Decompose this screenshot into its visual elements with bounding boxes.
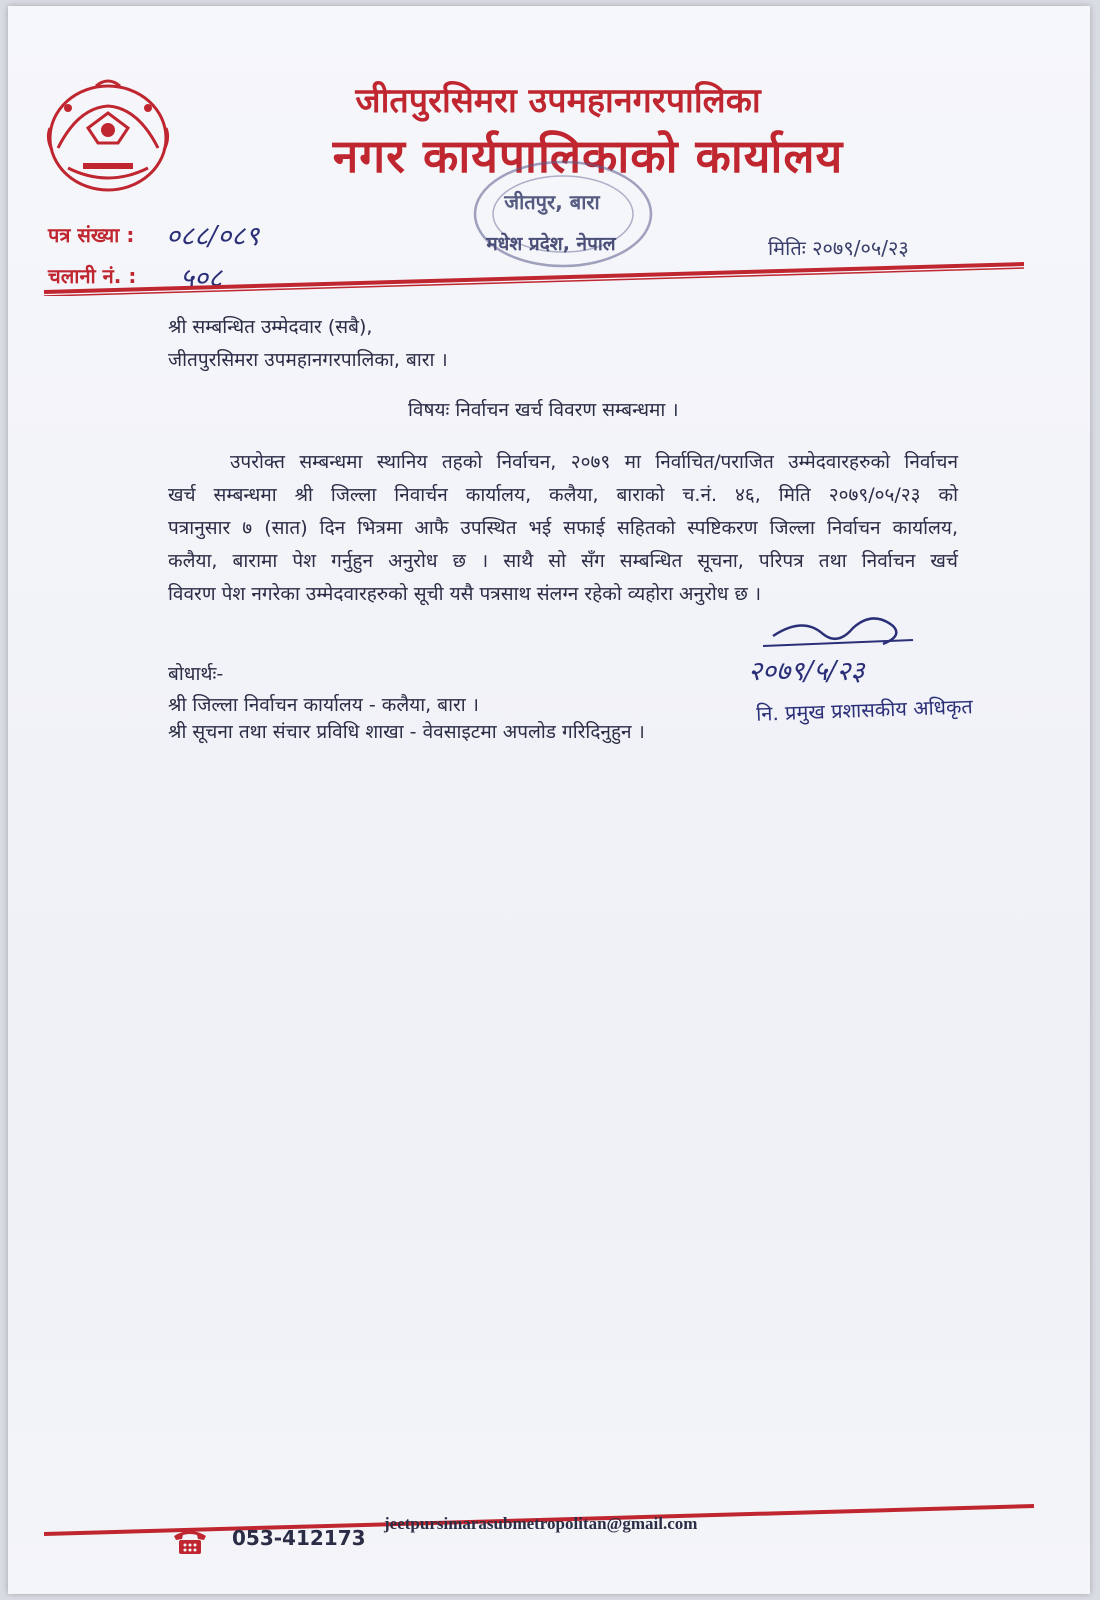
cc-item: श्री सूचना तथा संचार प्रविधि शाखा - वेवसाइटमा अपलोड गरिदिनुहुन । bbox=[168, 721, 645, 743]
letter-number-value: ०८८/०८९ bbox=[166, 221, 260, 252]
letter-page bbox=[8, 6, 1090, 1594]
body-line: उपरोक्त सम्बन्धमा स्थानिय तहको निर्वाचन, २०७९ मा निर्वाचित/पराजित उम्मेदवारहरुको निर्वाचन bbox=[230, 451, 958, 473]
province-line: मधेश प्रदेश, नेपाल bbox=[486, 233, 616, 255]
recipient-line-1: श्री सम्बन्धित उम्मेदवार (सबै), bbox=[168, 316, 373, 338]
header-divider bbox=[44, 262, 1024, 296]
dispatch-number-label: चलानी नं. : bbox=[48, 264, 137, 288]
nepal-emblem-icon bbox=[38, 68, 178, 198]
signature-date: २०७९/५/२३ bbox=[748, 656, 865, 687]
cc-title: बोधार्थः- bbox=[168, 663, 224, 685]
body-line: कलैया, बारामा पेश गर्नुहुन अनुरोध छ । साथै सो सँग सम्बन्धित सूचना, परिपत्र तथा निर्वाचन खर्च bbox=[168, 550, 958, 572]
letter-subject: विषयः निर्वाचन खर्च विवरण सम्बन्धमा । bbox=[408, 399, 679, 421]
recipient-line-2: जीतपुरसिमरा उपमहानगरपालिका, बारा । bbox=[168, 349, 448, 371]
dispatch-number-value: ५०८ bbox=[180, 263, 223, 294]
email-address: jeetpursimarasubmetropolitan@gmail.com bbox=[384, 1514, 698, 1533]
letter-date: मितिः २०७९/०५/२३ bbox=[768, 236, 909, 260]
stamp-city: जीतपुर, बारा bbox=[504, 190, 600, 214]
body-line: विवरण पेश नगरेका उम्मेदवारहरुको सूची यसै पत्रसाथ संलग्न रहेको व्यहोरा अनुरोध छ । bbox=[168, 583, 762, 605]
telephone-icon bbox=[171, 1526, 209, 1556]
phone-number: 053-412173 bbox=[232, 1526, 366, 1550]
office-name: नगर कार्यपालिकाको कार्यालय bbox=[332, 129, 844, 183]
letter-body bbox=[168, 446, 958, 611]
signatory-title: नि. प्रमुख प्रशासकीय अधिकृत bbox=[755, 694, 974, 726]
cc-item: श्री जिल्ला निर्वाचन कार्यालय - कलैया, बारा । bbox=[168, 694, 479, 716]
body-line: खर्च सम्बन्धमा श्री जिल्ला निवार्चन कार्यालय, कलैया, बाराको च.नं. ४६, मिति २०७९/०५/२३ को bbox=[168, 484, 958, 506]
organization-name: जीतपुरसिमरा उपमहानगरपालिका bbox=[355, 81, 761, 121]
letter-number-label: पत्र संख्या : bbox=[48, 223, 135, 247]
body-line: पत्रानुसार ७ (सात) दिन भित्रमा आफै उपस्थित भई सफाई सहितको स्पष्टिकरण जिल्ला निर्वाचन कार्यालय, bbox=[168, 517, 958, 539]
office-stamp-icon bbox=[468, 156, 658, 276]
